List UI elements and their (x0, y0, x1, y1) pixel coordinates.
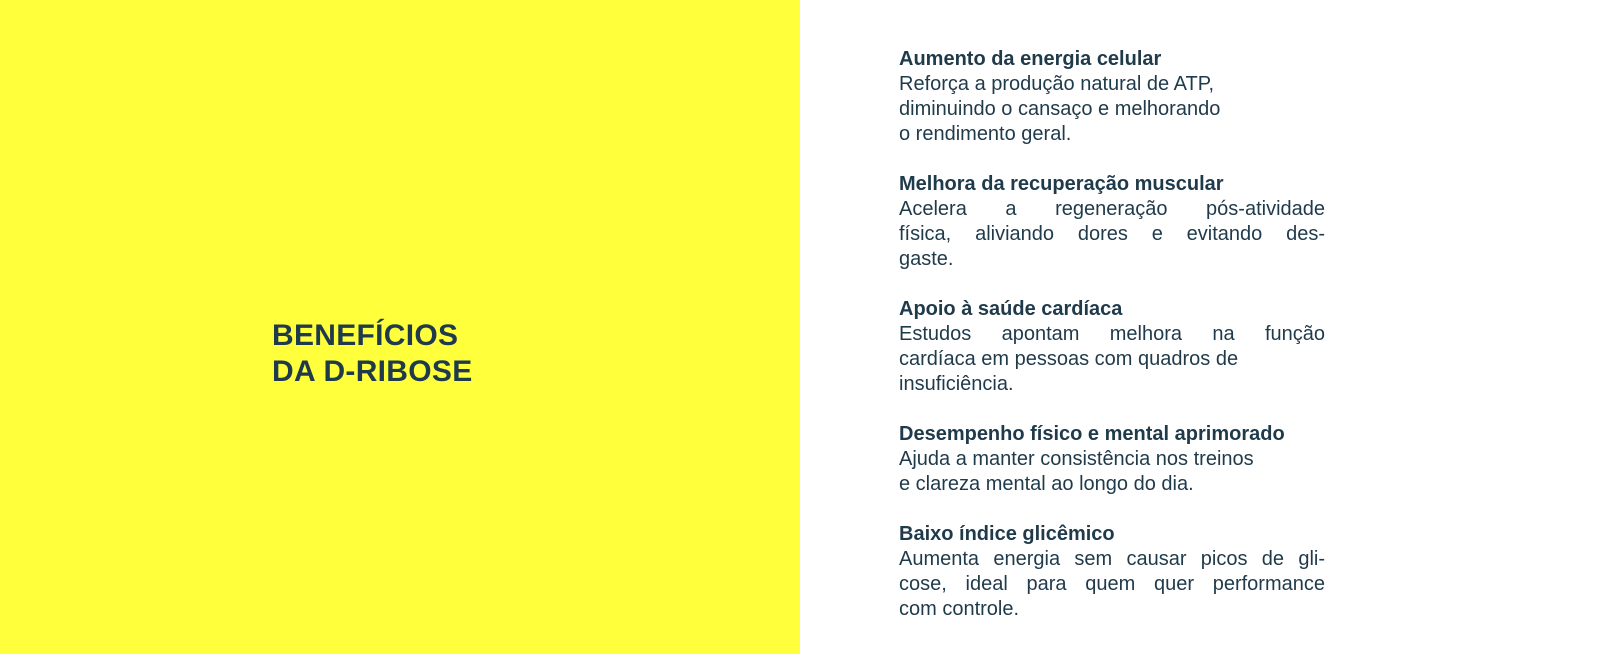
benefit-item-recovery (899, 172, 1325, 272)
benefits-list (899, 47, 1325, 647)
benefit-text-line: diminuindo o cansaço e melhorando (899, 98, 1221, 120)
benefit-item-energy (899, 47, 1325, 147)
benefit-description (899, 322, 1325, 397)
benefit-text-line: Acelera a regeneração pós-atividade (899, 198, 1325, 220)
page-title (272, 318, 473, 390)
benefit-item-performance (899, 422, 1325, 497)
benefit-heading: Aumento da energia celular (899, 48, 1162, 70)
benefit-text-line: Ajuda a manter consistência nos treinos (899, 448, 1254, 470)
benefit-text-line: cose, ideal para quem quer performance (899, 573, 1325, 595)
benefit-text-line: com controle. (899, 598, 1020, 620)
benefit-text-line: e clareza mental ao longo do dia. (899, 473, 1194, 495)
benefit-description (899, 72, 1325, 147)
title-line-1: BENEFÍCIOS (272, 319, 459, 352)
benefit-description (899, 197, 1325, 272)
benefit-heading: Baixo índice glicêmico (899, 523, 1115, 545)
benefit-text-line: Aumenta energia sem causar picos de gli- (899, 548, 1325, 570)
benefit-item-cardiac (899, 297, 1325, 397)
benefit-heading: Melhora da recuperação muscular (899, 173, 1224, 195)
benefit-description (899, 547, 1325, 622)
benefit-heading: Desempenho físico e mental aprimorado (899, 423, 1285, 445)
benefit-text-line: gaste. (899, 248, 954, 270)
benefit-text-line: cardíaca em pessoas com quadros de (899, 348, 1239, 370)
benefit-item-glycemic (899, 522, 1325, 622)
benefit-description (899, 447, 1325, 497)
title-line-2: DA D-RIBOSE (272, 355, 473, 388)
benefit-text-line: Reforça a produção natural de ATP, (899, 73, 1215, 95)
benefit-text-line: insuficiência. (899, 373, 1014, 395)
benefit-text-line: física, aliviando dores e evitando des- (899, 223, 1325, 245)
benefit-text-line: Estudos apontam melhora na função (899, 323, 1325, 345)
benefit-heading: Apoio à saúde cardíaca (899, 298, 1123, 320)
benefit-text-line: o rendimento geral. (899, 123, 1072, 145)
